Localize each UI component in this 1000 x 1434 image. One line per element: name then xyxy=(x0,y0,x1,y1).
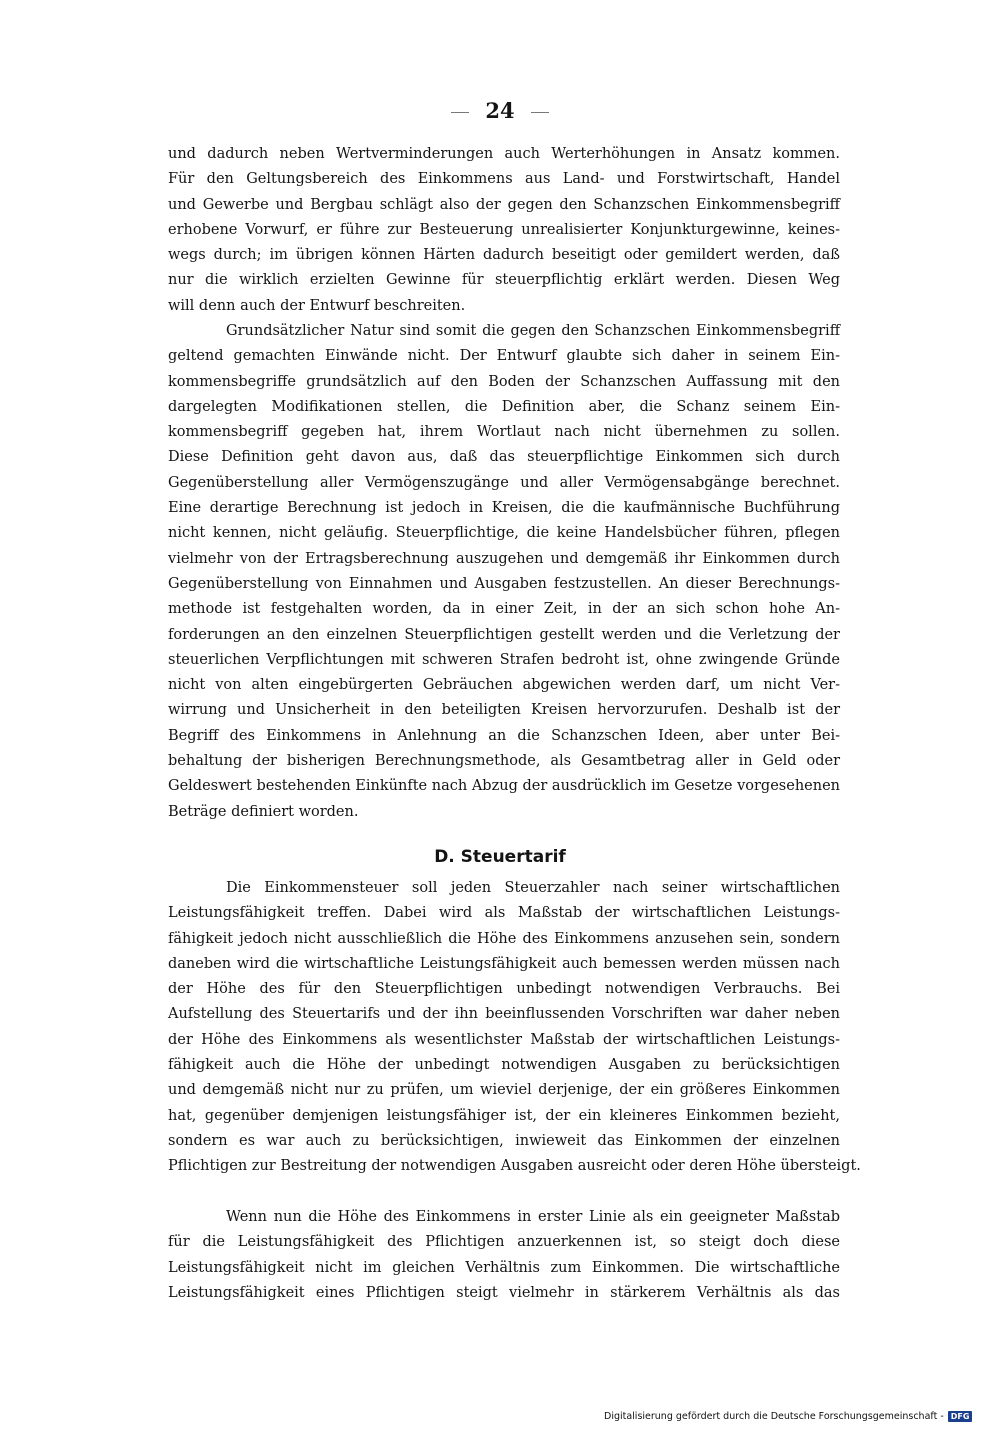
section-heading: D. Steuertarif xyxy=(434,847,566,867)
text-line: hat, gegenüber demjenigen leistungsfähiger ist, der ein kleineres Einkommen bezieht, xyxy=(168,1107,840,1124)
digitization-credit xyxy=(604,1411,972,1422)
text-line: wegs durch; im übrigen können Härten dadurch beseitigt oder gemildert werden, daß xyxy=(168,247,840,264)
text-line: fähigkeit jedoch nicht ausschließlich die Höhe des Einkommens anzusehen sein, sondern xyxy=(168,930,840,947)
page-number-row xyxy=(0,98,1000,123)
text-line: der Höhe des Einkommens als wesentlichster Maßstab der wirtschaftlichen Leistungs- xyxy=(168,1031,840,1048)
paragraph-leistungsfaehigkeit xyxy=(168,1205,840,1306)
text-line: Geldeswert bestehenden Einkünfte nach Abzug der ausdrücklich im Gesetze vorgesehenen xyxy=(168,778,840,795)
dfg-logo: DFG xyxy=(948,1411,973,1422)
text-line: will denn auch der Entwurf beschreiten. xyxy=(168,297,466,314)
text-line: Beträge definiert worden. xyxy=(168,803,359,820)
text-line: Für den Geltungsbereich des Einkommens aus Land- und Forstwirtschaft, Handel xyxy=(168,171,840,188)
text-line: kommensbegriffe grundsätzlich auf den Boden der Schanzschen Auffassung mit den xyxy=(168,373,840,390)
left-dash-decoration xyxy=(451,112,469,113)
text-line: daneben wird die wirtschaftliche Leistungsfähigkeit auch bemessen werden müssen nach xyxy=(168,955,840,972)
paragraph-einkommensbegriff xyxy=(168,319,840,825)
text-line: Leistungsfähigkeit eines Pflichtigen steigt vielmehr in stärkerem Verhältnis als das xyxy=(168,1284,840,1301)
text-line: und demgemäß nicht nur zu prüfen, um wieviel derjenige, der ein größeres Einkommen xyxy=(168,1082,840,1099)
text-line: nur die wirklich erzielten Gewinne für steuerpflichtig erklärt werden. Diesen Weg xyxy=(168,272,840,289)
text-line: der Höhe des für den Steuerpflichtigen unbedingt notwendigen Verbrauchs. Bei xyxy=(168,981,840,998)
text-line: und dadurch neben Wertverminderungen auch Werterhöhungen in Ansatz kommen. xyxy=(168,146,840,162)
text-line: behaltung der bisherigen Berechnungsmethode, als Gesamtbetrag aller in Geld oder xyxy=(168,753,840,770)
text-line: wirrung und Unsicherheit in den beteiligten Kreisen hervorzurufen. Deshalb ist der xyxy=(168,702,840,719)
text-line: Leistungsfähigkeit treffen. Dabei wird als Maßstab der wirtschaftlichen Leistungs- xyxy=(168,905,840,922)
text-line: Wenn nun die Höhe des Einkommens in erster Linie als ein geeigneter Maßstab xyxy=(226,1209,840,1225)
text-line: nicht von alten eingebürgerten Gebräuchen abgewichen werden darf, um nicht Ver- xyxy=(168,677,840,694)
paragraph-continuation xyxy=(168,142,840,319)
text-line: für die Leistungsfähigkeit des Pflichtigen anzuerkennen ist, so steigt doch diese xyxy=(168,1234,840,1251)
paragraph-steuertarif xyxy=(168,876,861,1180)
text-line: steuerlichen Verpflichtungen mit schweren Strafen bedroht ist, ohne zwingende Gründe xyxy=(168,651,840,668)
page-number: 24 xyxy=(485,98,515,123)
text-line: kommensbegriff gegeben hat, ihrem Wortlaut nach nicht übernehmen zu sollen. xyxy=(168,424,840,441)
text-line: Aufstellung des Steuertarifs und der ihn beeinflussenden Vorschriften war daher neben xyxy=(168,1006,840,1023)
text-line: Gegenüberstellung von Einnahmen und Ausgaben festzustellen. An dieser Berechnungs- xyxy=(168,575,840,592)
text-line: Begriff des Einkommens in Anlehnung an die Schanzschen Ideen, aber unter Bei- xyxy=(168,727,840,744)
text-line: Die Einkommensteuer soll jeden Steuerzahler nach seiner wirtschaftlichen xyxy=(226,880,840,896)
text-line: dargelegten Modifikationen stellen, die Definition aber, die Schanz seinem Ein- xyxy=(168,398,840,415)
text-line: und Gewerbe und Bergbau schlägt also der gegen den Schanzschen Einkommensbegriff xyxy=(168,196,840,213)
text-line: erhobene Vorwurf, er führe zur Besteuerung unrealisierter Konjunkturgewinne, keines- xyxy=(168,221,840,238)
text-line: vielmehr von der Ertragsberechnung auszugehen und demgemäß ihr Einkommen durch xyxy=(168,550,840,567)
right-dash-decoration xyxy=(531,112,549,113)
text-line: Eine derartige Berechnung ist jedoch in Kreisen, die die kaufmännische Buchführung xyxy=(168,500,840,517)
text-line: Pflichtigen zur Bestreitung der notwendigen Ausgaben ausreicht oder deren Höhe übersteigt. xyxy=(168,1158,861,1175)
text-line: fähigkeit auch die Höhe der unbedingt notwendigen Ausgaben zu berücksichtigen xyxy=(168,1057,840,1074)
text-line: Gegenüberstellung aller Vermögenszugänge und aller Vermögensabgänge berechnet. xyxy=(168,474,840,491)
text-line: nicht kennen, nicht geläufig. Steuerpflichtige, die keine Handelsbücher führen, pflegen xyxy=(168,525,840,542)
text-line: forderungen an den einzelnen Steuerpflichtigen gestellt werden und die Verletzung der xyxy=(168,626,840,643)
text-line: Grundsätzlicher Natur sind somit die gegen den Schanzschen Einkommensbegriff xyxy=(226,323,840,339)
text-line: Leistungsfähigkeit nicht im gleichen Verhältnis zum Einkommen. Die wirtschaftliche xyxy=(168,1259,840,1276)
text-line: geltend gemachten Einwände nicht. Der Entwurf glaubte sich daher in seinem Ein- xyxy=(168,348,840,365)
text-line: sondern es war auch zu berücksichtigen, inwieweit das Einkommen der einzelnen xyxy=(168,1132,840,1149)
credit-text: Digitalisierung gefördert durch die Deutsche Forschungsgemeinschaft - xyxy=(604,1411,944,1422)
text-line: methode ist festgehalten worden, da in einer Zeit, in der an sich schon hohe An- xyxy=(168,601,840,618)
text-line: Diese Definition geht davon aus, daß das steuerpflichtige Einkommen sich durch xyxy=(168,449,840,466)
